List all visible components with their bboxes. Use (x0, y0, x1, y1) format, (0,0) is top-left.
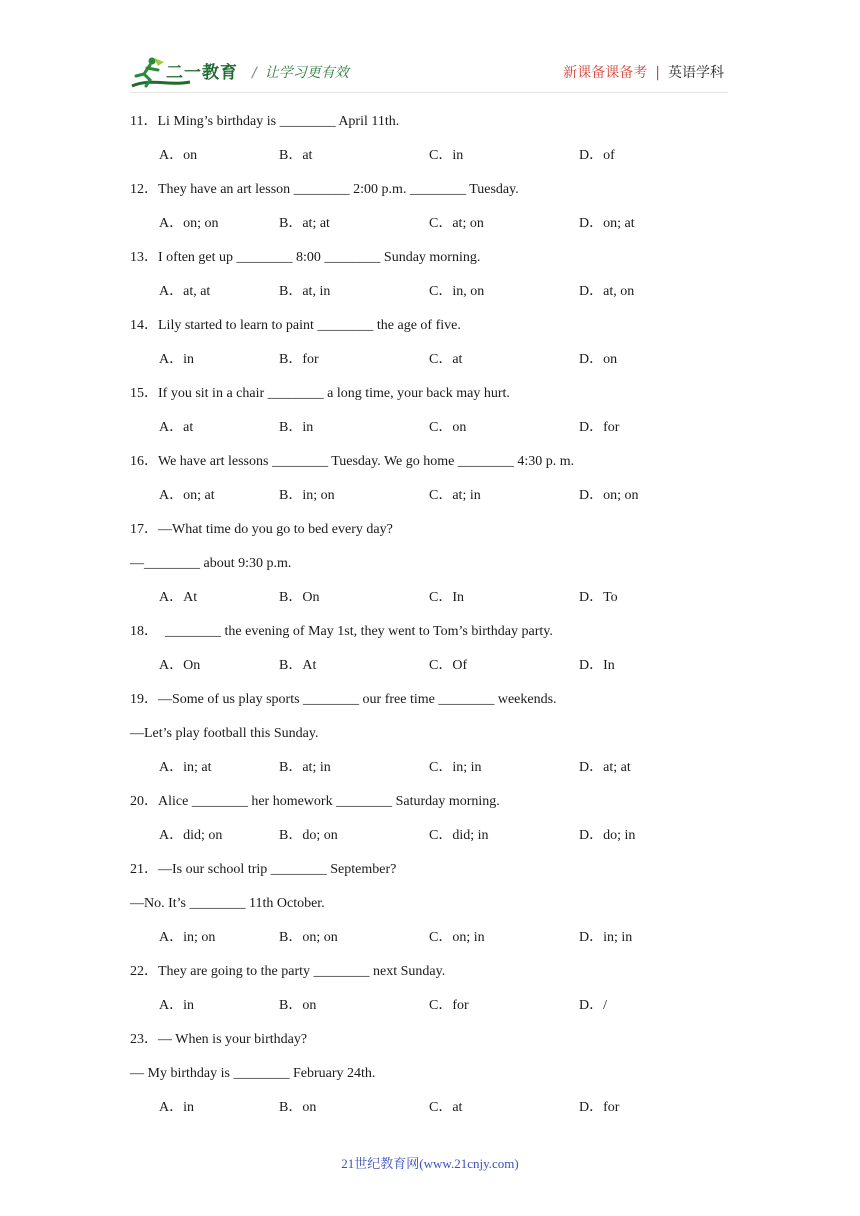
answer-option: A．at, at (159, 284, 211, 299)
question-stem: 11．Li Ming’s birthday is ________ April 11th. (130, 114, 400, 129)
answer-options (130, 278, 730, 312)
question-list (130, 108, 730, 1128)
answer-options (130, 754, 730, 788)
answer-option: B．for (279, 352, 319, 367)
question-stem: 14．Lily started to learn to paint ________ the age of five. (130, 318, 461, 333)
answer-option: C．at; in (429, 488, 481, 503)
answer-options (130, 346, 730, 380)
answer-option: A．At (159, 590, 198, 605)
logo-text: 二一教育 (166, 63, 238, 83)
question-item (130, 856, 730, 958)
question-stem: 17．—What time do you go to bed every day? (130, 522, 393, 537)
answer-option: B．in; on (279, 488, 335, 503)
question-line: —Let’s play football this Sunday. (130, 726, 319, 741)
answer-option: B．at, in (279, 284, 331, 299)
answer-option: D．at; at (579, 760, 631, 775)
question-item (130, 618, 730, 686)
answer-options (130, 142, 730, 176)
question-item (130, 788, 730, 856)
answer-options (130, 822, 730, 856)
question-stem: 23．— When is your birthday? (130, 1032, 308, 1047)
question-stem: 22．They are going to the party ________ next Sunday. (130, 964, 446, 979)
answer-options (130, 1094, 730, 1128)
question-stem: 16．We have art lessons ________ Tuesday. We go home ________ 4:30 p. m. (130, 454, 575, 469)
answer-option: C．Of (429, 658, 468, 673)
header-subject: 新课备课备考 | 英语学科 (563, 65, 724, 81)
question-line: —No. It’s ________ 11th October. (130, 896, 325, 911)
answer-option: D．/ (579, 998, 607, 1013)
answer-option: A．on; at (159, 488, 215, 503)
page-footer: 21世纪教育网(www.21cnjy.com) (341, 1156, 519, 1171)
answer-option: A．did; on (159, 828, 223, 843)
answer-option: B．do; on (279, 828, 338, 843)
answer-options (130, 210, 730, 244)
question-item (130, 108, 730, 176)
answer-option: D．on; on (579, 488, 639, 503)
answer-option: B．in (279, 420, 314, 435)
answer-option: B．at; in (279, 760, 331, 775)
header-divider (130, 92, 728, 93)
answer-option: C．in; in (429, 760, 482, 775)
answer-option: D．of (579, 148, 615, 163)
answer-option: C．did; in (429, 828, 489, 843)
answer-option: A．in (159, 998, 194, 1013)
answer-option: B．on (279, 998, 317, 1013)
question-item (130, 516, 730, 618)
answer-option: D．at, on (579, 284, 635, 299)
answer-option: C．at; on (429, 216, 484, 231)
slogan: / 让学习更有效 (252, 65, 349, 81)
answer-option: C．for (429, 998, 469, 1013)
answer-option: C．In (429, 590, 464, 605)
answer-option: A．in; at (159, 760, 212, 775)
question-item (130, 448, 730, 516)
answer-option: A．on (159, 148, 198, 163)
question-item (130, 958, 730, 1026)
question-stem: 21．—Is our school trip ________ September? (130, 862, 397, 877)
answer-options (130, 414, 730, 448)
answer-option: C．in, on (429, 284, 485, 299)
answer-option: D．on; at (579, 216, 635, 231)
answer-option: D．in; in (579, 930, 633, 945)
question-stem: 20．Alice ________ her homework ________ Saturday morning. (130, 794, 500, 809)
header-subject-name: 英语学科 (668, 65, 724, 81)
question-stem: 19．—Some of us play sports ________ our free time ________ weekends. (130, 692, 557, 707)
answer-option: A．On (159, 658, 201, 673)
answer-options (130, 992, 730, 1026)
question-item (130, 380, 730, 448)
question-item (130, 244, 730, 312)
question-item (130, 312, 730, 380)
question-stem: 18． ________ the evening of May 1st, they went to Tom’s birthday party. (130, 624, 553, 639)
question-stem: 13．I often get up ________ 8:00 ________ Sunday morning. (130, 250, 481, 265)
answer-option: D．on (579, 352, 618, 367)
answer-option: B．on (279, 1100, 317, 1115)
question-stem: 15．If you sit in a chair ________ a long time, your back may hurt. (130, 386, 510, 401)
answer-option: A．in (159, 352, 194, 367)
answer-option: D．for (579, 420, 620, 435)
question-line: — My birthday is ________ February 24th. (130, 1066, 376, 1081)
header-tag: 新课备课备考 (563, 65, 648, 81)
answer-option: C．on; in (429, 930, 485, 945)
answer-option: D．In (579, 658, 615, 673)
answer-options (130, 652, 730, 686)
answer-option: D．To (579, 590, 618, 605)
page-header (130, 52, 728, 92)
answer-option: C．at (429, 1100, 463, 1115)
answer-option: A．on; on (159, 216, 219, 231)
answer-option: C．at (429, 352, 463, 367)
answer-option: D．do; in (579, 828, 636, 843)
answer-option: B．On (279, 590, 320, 605)
answer-options (130, 482, 730, 516)
question-item (130, 1026, 730, 1128)
answer-option: B．at; at (279, 216, 330, 231)
question-item (130, 176, 730, 244)
answer-option: A．at (159, 420, 194, 435)
question-line: —________ about 9:30 p.m. (130, 556, 292, 571)
question-stem: 12．They have an art lesson ________ 2:00 p.m. ________ Tuesday. (130, 182, 519, 197)
question-item (130, 686, 730, 788)
answer-option: C．in (429, 148, 464, 163)
answer-option: A．in (159, 1100, 194, 1115)
answer-option: D．for (579, 1100, 620, 1115)
answer-options (130, 924, 730, 958)
answer-option: B．at (279, 148, 313, 163)
answer-option: C．on (429, 420, 467, 435)
answer-option: A．in; on (159, 930, 216, 945)
answer-option: B．At (279, 658, 317, 673)
answer-option: B．on; on (279, 930, 338, 945)
answer-options (130, 584, 730, 618)
